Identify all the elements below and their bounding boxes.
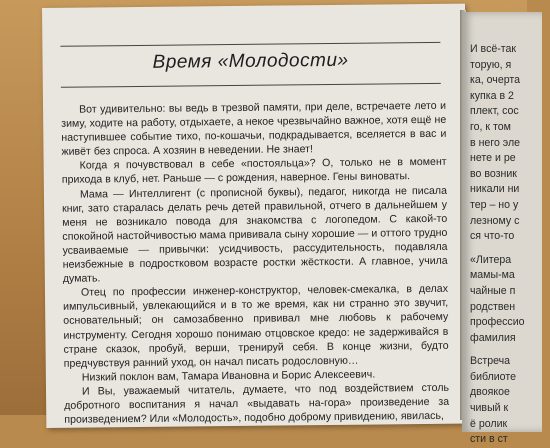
right-page-line: родствен — [470, 300, 516, 313]
paragraph: И Вы, уважаемый читатель, думаете, что под воздействием столь добротного воспитания я начал «выдавать на-гора» произведение за произведением? Или «Молодость», подобно доброму привидению, явилась, — [64, 381, 450, 426]
right-page-line: двоякое — [470, 386, 510, 399]
right-page-line: торую, я — [470, 58, 512, 71]
right-page-text — [470, 42, 550, 448]
right-page-line: го, к том — [470, 120, 511, 133]
article-body — [61, 99, 449, 427]
right-page-line: фамилия — [470, 331, 516, 344]
right-page-line: купка в 2 — [470, 89, 514, 102]
right-page-line: во возник — [470, 167, 517, 180]
right-page-line: плект, сос — [470, 105, 519, 118]
title-bottom-rule — [61, 83, 441, 88]
right-page-line: лезному с — [470, 214, 520, 227]
right-page-line: Встреча — [470, 355, 511, 368]
paragraph: Отец по профессии инженер-конструктор, человек-смекалка, в делах импульсивный, увлекающийся и в то же время, как ни странно это звучит, основательный; он самозабвенно прививал мне любовь к рабочему инструменту. Сегодня хорошо понимаю отцовское кредо: не задерживайся в стране сказок, пробуй, верши, тренируй себя. В конце жизни, будто предчувствуя ранний уход, он начал писать родословную… — [63, 282, 449, 370]
title-top-rule — [60, 42, 440, 47]
book-page-right — [462, 12, 542, 446]
right-page-gap — [470, 346, 550, 354]
right-page-line: чивый к — [470, 402, 509, 415]
right-page-line: ё ролик — [470, 417, 508, 430]
right-page-line: нете и ре — [470, 152, 516, 165]
paragraph: Низкий поклон вам, Тамара Ивановна и Борис Алексеевич. — [81, 368, 376, 384]
right-page-line: мамы-ма — [470, 269, 515, 282]
right-page-line: сти в ст — [470, 433, 508, 446]
right-page-line: чайные п — [470, 284, 516, 297]
right-page-line: ся что-то — [470, 230, 515, 243]
right-page-line: в него эле — [470, 136, 521, 149]
right-page-line: тер – но у — [470, 198, 519, 211]
right-page-line: И всё-так — [470, 43, 517, 55]
right-page-line: ка, очерта — [470, 74, 520, 87]
right-page-line: «Литера — [470, 253, 512, 266]
paragraph: Когда я почувствовал в себе «постояльца»? О, только не в момент прихода в клуб, нет. Раньше — с рождения, наверное. Гены виноваты. — [61, 156, 447, 187]
right-page-gap — [470, 245, 550, 253]
right-page-line: библиоте — [470, 370, 516, 383]
book-page-left — [42, 4, 469, 428]
right-page-line: никали ни — [470, 183, 520, 196]
paragraph: Вот удивительно: вы ведь в трезвой памяти, при деле, встречаете лето и зиму, ходите на работу, отдыхаете, а некое чрезвычайно важное, хотя ещё не наступившее событие тихо, по-кошачьи, подкрадывается, вселяется в вас и живёт без спроса. А хозяин в неведении. Не знает! — [61, 99, 447, 159]
paragraph: Мама — Интеллигент (с прописной буквы), педагог, никогда не писала книг, зато старалась делать речь детей правильной, отчего в дальнейшем у меня не возникало повода для знакомства с логопедом. С какой-то спокойной настойчивостью мама прививала сыну хорошие — и оттого трудно усваиваемые — привычки: усидчивость, рассудительность, подавляла неизбежные в подростковом возрасте ростки жёсткости. А главное, учила думать. — [62, 184, 448, 285]
article-title: Время «Молодости» — [152, 49, 349, 73]
right-page-line: профессио — [470, 316, 525, 329]
